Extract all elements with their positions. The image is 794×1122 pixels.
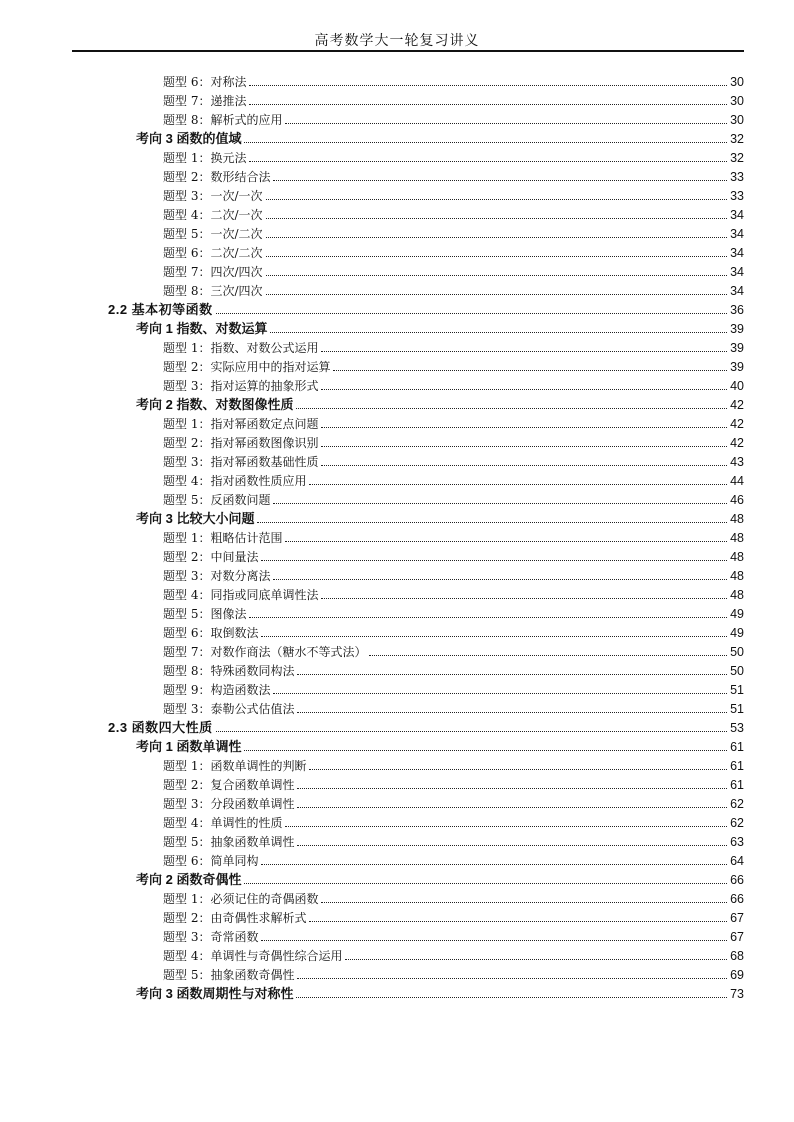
toc-dot-leader <box>266 237 728 238</box>
page-header: 高考数学大一轮复习讲义 <box>314 33 480 49</box>
toc-dot-leader <box>321 598 727 599</box>
toc-entry-page: 34 <box>730 208 744 222</box>
toc-entry-label: 题型 1：指数、对数公式运用 <box>163 341 319 355</box>
toc-entry-label: 题型 5：一次/二次 <box>163 227 263 241</box>
toc-dot-leader <box>309 769 727 770</box>
toc-entry-label: 考向 2 指数、对数图像性质 <box>136 397 294 412</box>
toc-entry[interactable] <box>163 564 744 583</box>
toc-entry-page: 39 <box>730 341 744 355</box>
toc-entry[interactable] <box>163 621 744 640</box>
toc-dot-leader <box>244 750 727 751</box>
toc-entry[interactable] <box>163 146 744 165</box>
toc-entry-page: 67 <box>730 911 744 925</box>
toc-dot-leader <box>297 807 727 808</box>
header-rule <box>72 50 744 52</box>
toc-entry-page: 49 <box>730 626 744 640</box>
toc-entry-page: 50 <box>730 645 744 659</box>
toc-entry-label: 题型 3：泰勒公式估值法 <box>163 702 295 716</box>
toc-entry-page: 69 <box>730 968 744 982</box>
toc-dot-leader <box>273 693 727 694</box>
toc-entry-page: 30 <box>730 94 744 108</box>
toc-entry[interactable] <box>136 507 744 526</box>
toc-entry-page: 66 <box>730 892 744 906</box>
toc-entry-page: 48 <box>730 550 744 564</box>
toc-entry-label: 2.2 基本初等函数 <box>108 302 213 317</box>
toc-dot-leader <box>216 313 727 314</box>
toc-entry-page: 48 <box>730 588 744 602</box>
toc-entry-page: 64 <box>730 854 744 868</box>
toc-dot-leader <box>321 446 727 447</box>
toc-entry-label: 题型 1：函数单调性的判断 <box>163 759 307 773</box>
toc-entry[interactable] <box>163 640 744 659</box>
toc-entry-label: 考向 3 函数周期性与对称性 <box>136 986 294 1001</box>
toc-entry[interactable] <box>163 545 744 564</box>
toc-entry-label: 考向 2 函数奇偶性 <box>136 872 242 887</box>
toc-entry[interactable] <box>163 792 744 811</box>
toc-entry-label: 题型 3：对数分离法 <box>163 569 271 583</box>
toc-entry-label: 2.3 函数四大性质 <box>108 720 213 735</box>
toc-dot-leader <box>249 104 727 105</box>
toc-entry-label: 题型 8：特殊函数同构法 <box>163 664 295 678</box>
toc-dot-leader <box>249 85 727 86</box>
toc-entry[interactable] <box>163 830 744 849</box>
toc-entry-page: 46 <box>730 493 744 507</box>
toc-entry[interactable] <box>108 716 744 735</box>
toc-dot-leader <box>216 731 727 732</box>
toc-entry-label: 题型 6：简单同构 <box>163 854 259 868</box>
toc-entry-label: 题型 2：数形结合法 <box>163 170 271 184</box>
toc-entry-page: 32 <box>730 151 744 165</box>
toc-dot-leader <box>309 921 727 922</box>
toc-dot-leader <box>285 541 727 542</box>
toc-dot-leader <box>266 199 728 200</box>
toc-entry-label: 题型 4：单调性的性质 <box>163 816 283 830</box>
toc-entry-label: 题型 7：对数作商法（糖水不等式法） <box>163 645 367 659</box>
toc-dot-leader <box>273 180 727 181</box>
toc-entry-label: 题型 2：实际应用中的指对运算 <box>163 360 331 374</box>
toc-entry-label: 题型 8：三次/四次 <box>163 284 263 298</box>
toc-dot-leader <box>309 484 727 485</box>
toc-entry[interactable] <box>163 241 744 260</box>
toc-entry-label: 题型 6：取倒数法 <box>163 626 259 640</box>
toc-entry-label: 题型 4：指对函数性质应用 <box>163 474 307 488</box>
toc-entry[interactable] <box>163 355 744 374</box>
toc-entry[interactable] <box>136 393 744 412</box>
toc-entry-page: 34 <box>730 227 744 241</box>
toc-entry-page: 62 <box>730 797 744 811</box>
toc-entry-label: 题型 3：指对幂函数基础性质 <box>163 455 319 469</box>
toc-entry-page: 34 <box>730 284 744 298</box>
toc-entry-label: 考向 3 比较大小问题 <box>136 511 255 526</box>
toc-entry[interactable] <box>163 184 744 203</box>
toc-entry-label: 考向 3 函数的值域 <box>136 131 242 146</box>
toc-entry-label: 题型 2：复合函数单调性 <box>163 778 295 792</box>
toc-dot-leader <box>257 522 727 523</box>
toc-entry-page: 51 <box>730 683 744 697</box>
toc-entry[interactable] <box>163 203 744 222</box>
toc-dot-leader <box>273 503 727 504</box>
toc-dot-leader <box>296 408 727 409</box>
toc-entry-label: 题型 3：分段函数单调性 <box>163 797 295 811</box>
toc-entry-label: 考向 1 函数单调性 <box>136 739 242 754</box>
toc-entry-page: 33 <box>730 170 744 184</box>
toc-entry[interactable] <box>136 982 744 1001</box>
toc-entry[interactable] <box>163 279 744 298</box>
toc-dot-leader <box>321 427 727 428</box>
toc-entry-page: 34 <box>730 246 744 260</box>
toc-entry[interactable] <box>163 963 744 982</box>
toc-entry-label: 题型 8：解析式的应用 <box>163 113 283 127</box>
toc-entry[interactable] <box>163 108 744 127</box>
toc-entry-page: 30 <box>730 75 744 89</box>
toc-entry-page: 68 <box>730 949 744 963</box>
toc-dot-leader <box>321 389 727 390</box>
toc-dot-leader <box>285 826 727 827</box>
toc-entry-label: 题型 2：指对幂函数图像识别 <box>163 436 319 450</box>
toc-entry-page: 48 <box>730 531 744 545</box>
toc-entry-label: 题型 5：抽象函数奇偶性 <box>163 968 295 982</box>
toc-entry[interactable] <box>136 735 744 754</box>
toc-entry-label: 题型 3：一次/一次 <box>163 189 263 203</box>
toc-entry[interactable] <box>163 488 744 507</box>
toc-dot-leader <box>249 617 727 618</box>
toc-entry-label: 题型 1：指对幂函数定点问题 <box>163 417 319 431</box>
toc-entry[interactable] <box>136 127 744 146</box>
toc-entry[interactable] <box>163 583 744 602</box>
toc-entry[interactable] <box>163 887 744 906</box>
toc-entry[interactable] <box>163 450 744 469</box>
toc-entry[interactable] <box>163 526 744 545</box>
toc-entry-label: 题型 4：二次/一次 <box>163 208 263 222</box>
toc-dot-leader <box>297 978 727 979</box>
toc-entry-page: 42 <box>730 417 744 431</box>
toc-dot-leader <box>369 655 727 656</box>
toc-entry-label: 题型 2：中间量法 <box>163 550 259 564</box>
toc-entry-label: 题型 6：对称法 <box>163 75 247 89</box>
toc-dot-leader <box>270 332 727 333</box>
toc-dot-leader <box>266 275 728 276</box>
toc-dot-leader <box>261 864 727 865</box>
toc-entry-label: 题型 3：指对运算的抽象形式 <box>163 379 319 393</box>
toc-entry-label: 题型 1：换元法 <box>163 151 247 165</box>
toc-dot-leader <box>345 959 727 960</box>
toc-entry-page: 50 <box>730 664 744 678</box>
toc-entry[interactable] <box>163 374 744 393</box>
toc-dot-leader <box>321 351 727 352</box>
toc-dot-leader <box>321 902 727 903</box>
toc-entry-label: 题型 5：图像法 <box>163 607 247 621</box>
toc-entry[interactable] <box>136 317 744 336</box>
toc-entry-label: 题型 9：构造函数法 <box>163 683 271 697</box>
toc-entry-label: 题型 7：四次/四次 <box>163 265 263 279</box>
toc-entry-page: 49 <box>730 607 744 621</box>
toc-dot-leader <box>244 883 727 884</box>
toc-entry[interactable] <box>163 659 744 678</box>
toc-entry-page: 61 <box>730 740 744 754</box>
toc-dot-leader <box>297 788 727 789</box>
toc-entry-page: 48 <box>730 512 744 526</box>
toc-dot-leader <box>297 845 727 846</box>
toc-dot-leader <box>249 161 727 162</box>
toc-dot-leader <box>296 997 727 998</box>
toc-entry-page: 61 <box>730 759 744 773</box>
toc-entry[interactable] <box>163 754 744 773</box>
toc-entry[interactable] <box>163 222 744 241</box>
toc-entry-page: 42 <box>730 436 744 450</box>
toc-entry-page: 62 <box>730 816 744 830</box>
toc-entry-label: 题型 5：抽象函数单调性 <box>163 835 295 849</box>
toc-entry[interactable] <box>163 678 744 697</box>
toc-dot-leader <box>297 674 727 675</box>
toc-entry[interactable] <box>163 906 744 925</box>
toc-entry[interactable] <box>136 868 744 887</box>
toc-entry[interactable] <box>163 944 744 963</box>
toc-entry[interactable] <box>163 697 744 716</box>
toc-dot-leader <box>273 579 727 580</box>
toc-entry-label: 题型 4：单调性与奇偶性综合运用 <box>163 949 343 963</box>
toc-dot-leader <box>261 636 727 637</box>
toc-dot-leader <box>261 940 727 941</box>
toc-entry[interactable] <box>163 431 744 450</box>
toc-entry-page: 67 <box>730 930 744 944</box>
toc-dot-leader <box>297 712 727 713</box>
toc-entry-page: 36 <box>730 303 744 317</box>
toc-entry[interactable] <box>163 925 744 944</box>
toc-entry-label: 题型 6：二次/二次 <box>163 246 263 260</box>
toc-entry-page: 61 <box>730 778 744 792</box>
toc-entry-label: 题型 3：奇常函数 <box>163 930 259 944</box>
toc-entry-page: 33 <box>730 189 744 203</box>
toc-entry[interactable] <box>163 260 744 279</box>
toc-entry-page: 43 <box>730 455 744 469</box>
toc-entry[interactable] <box>163 89 744 108</box>
toc-entry[interactable] <box>163 811 744 830</box>
toc-entry-page: 34 <box>730 265 744 279</box>
toc-entry-page: 32 <box>730 132 744 146</box>
toc-entry-label: 考向 1 指数、对数运算 <box>136 321 268 336</box>
toc-entry-page: 66 <box>730 873 744 887</box>
toc-entry-label: 题型 1：粗略估计范围 <box>163 531 283 545</box>
toc-entry[interactable] <box>163 469 744 488</box>
toc-entry-page: 39 <box>730 322 744 336</box>
toc-entry-label: 题型 4：同指或同底单调性法 <box>163 588 319 602</box>
toc-entry-page: 44 <box>730 474 744 488</box>
toc-dot-leader <box>244 142 727 143</box>
toc-entry-page: 73 <box>730 987 744 1001</box>
toc-entry[interactable] <box>163 773 744 792</box>
toc-entry-label: 题型 2：由奇偶性求解析式 <box>163 911 307 925</box>
toc-dot-leader <box>321 465 727 466</box>
toc-entry-page: 63 <box>730 835 744 849</box>
toc-entry[interactable] <box>163 412 744 431</box>
toc-entry-page: 53 <box>730 721 744 735</box>
toc-entry[interactable] <box>163 602 744 621</box>
toc-dot-leader <box>266 256 728 257</box>
toc-entry-page: 48 <box>730 569 744 583</box>
toc-entry-page: 30 <box>730 113 744 127</box>
toc-dot-leader <box>266 294 728 295</box>
toc-dot-leader <box>285 123 727 124</box>
toc-entry[interactable] <box>108 298 744 317</box>
toc-entry-label: 题型 5：反函数问题 <box>163 493 271 507</box>
toc-dot-leader <box>333 370 727 371</box>
toc-entry[interactable] <box>163 336 744 355</box>
toc-entry-page: 39 <box>730 360 744 374</box>
toc-entry[interactable] <box>163 70 744 89</box>
toc-entry[interactable] <box>163 849 744 868</box>
toc-entry[interactable] <box>163 165 744 184</box>
toc-entry-label: 题型 1：必须记住的奇偶函数 <box>163 892 319 906</box>
toc-dot-leader <box>261 560 727 561</box>
toc-dot-leader <box>266 218 728 219</box>
toc-entry-page: 51 <box>730 702 744 716</box>
toc-entry-label: 题型 7：递推法 <box>163 94 247 108</box>
toc-entry-page: 40 <box>730 379 744 393</box>
toc-entry-page: 42 <box>730 398 744 412</box>
